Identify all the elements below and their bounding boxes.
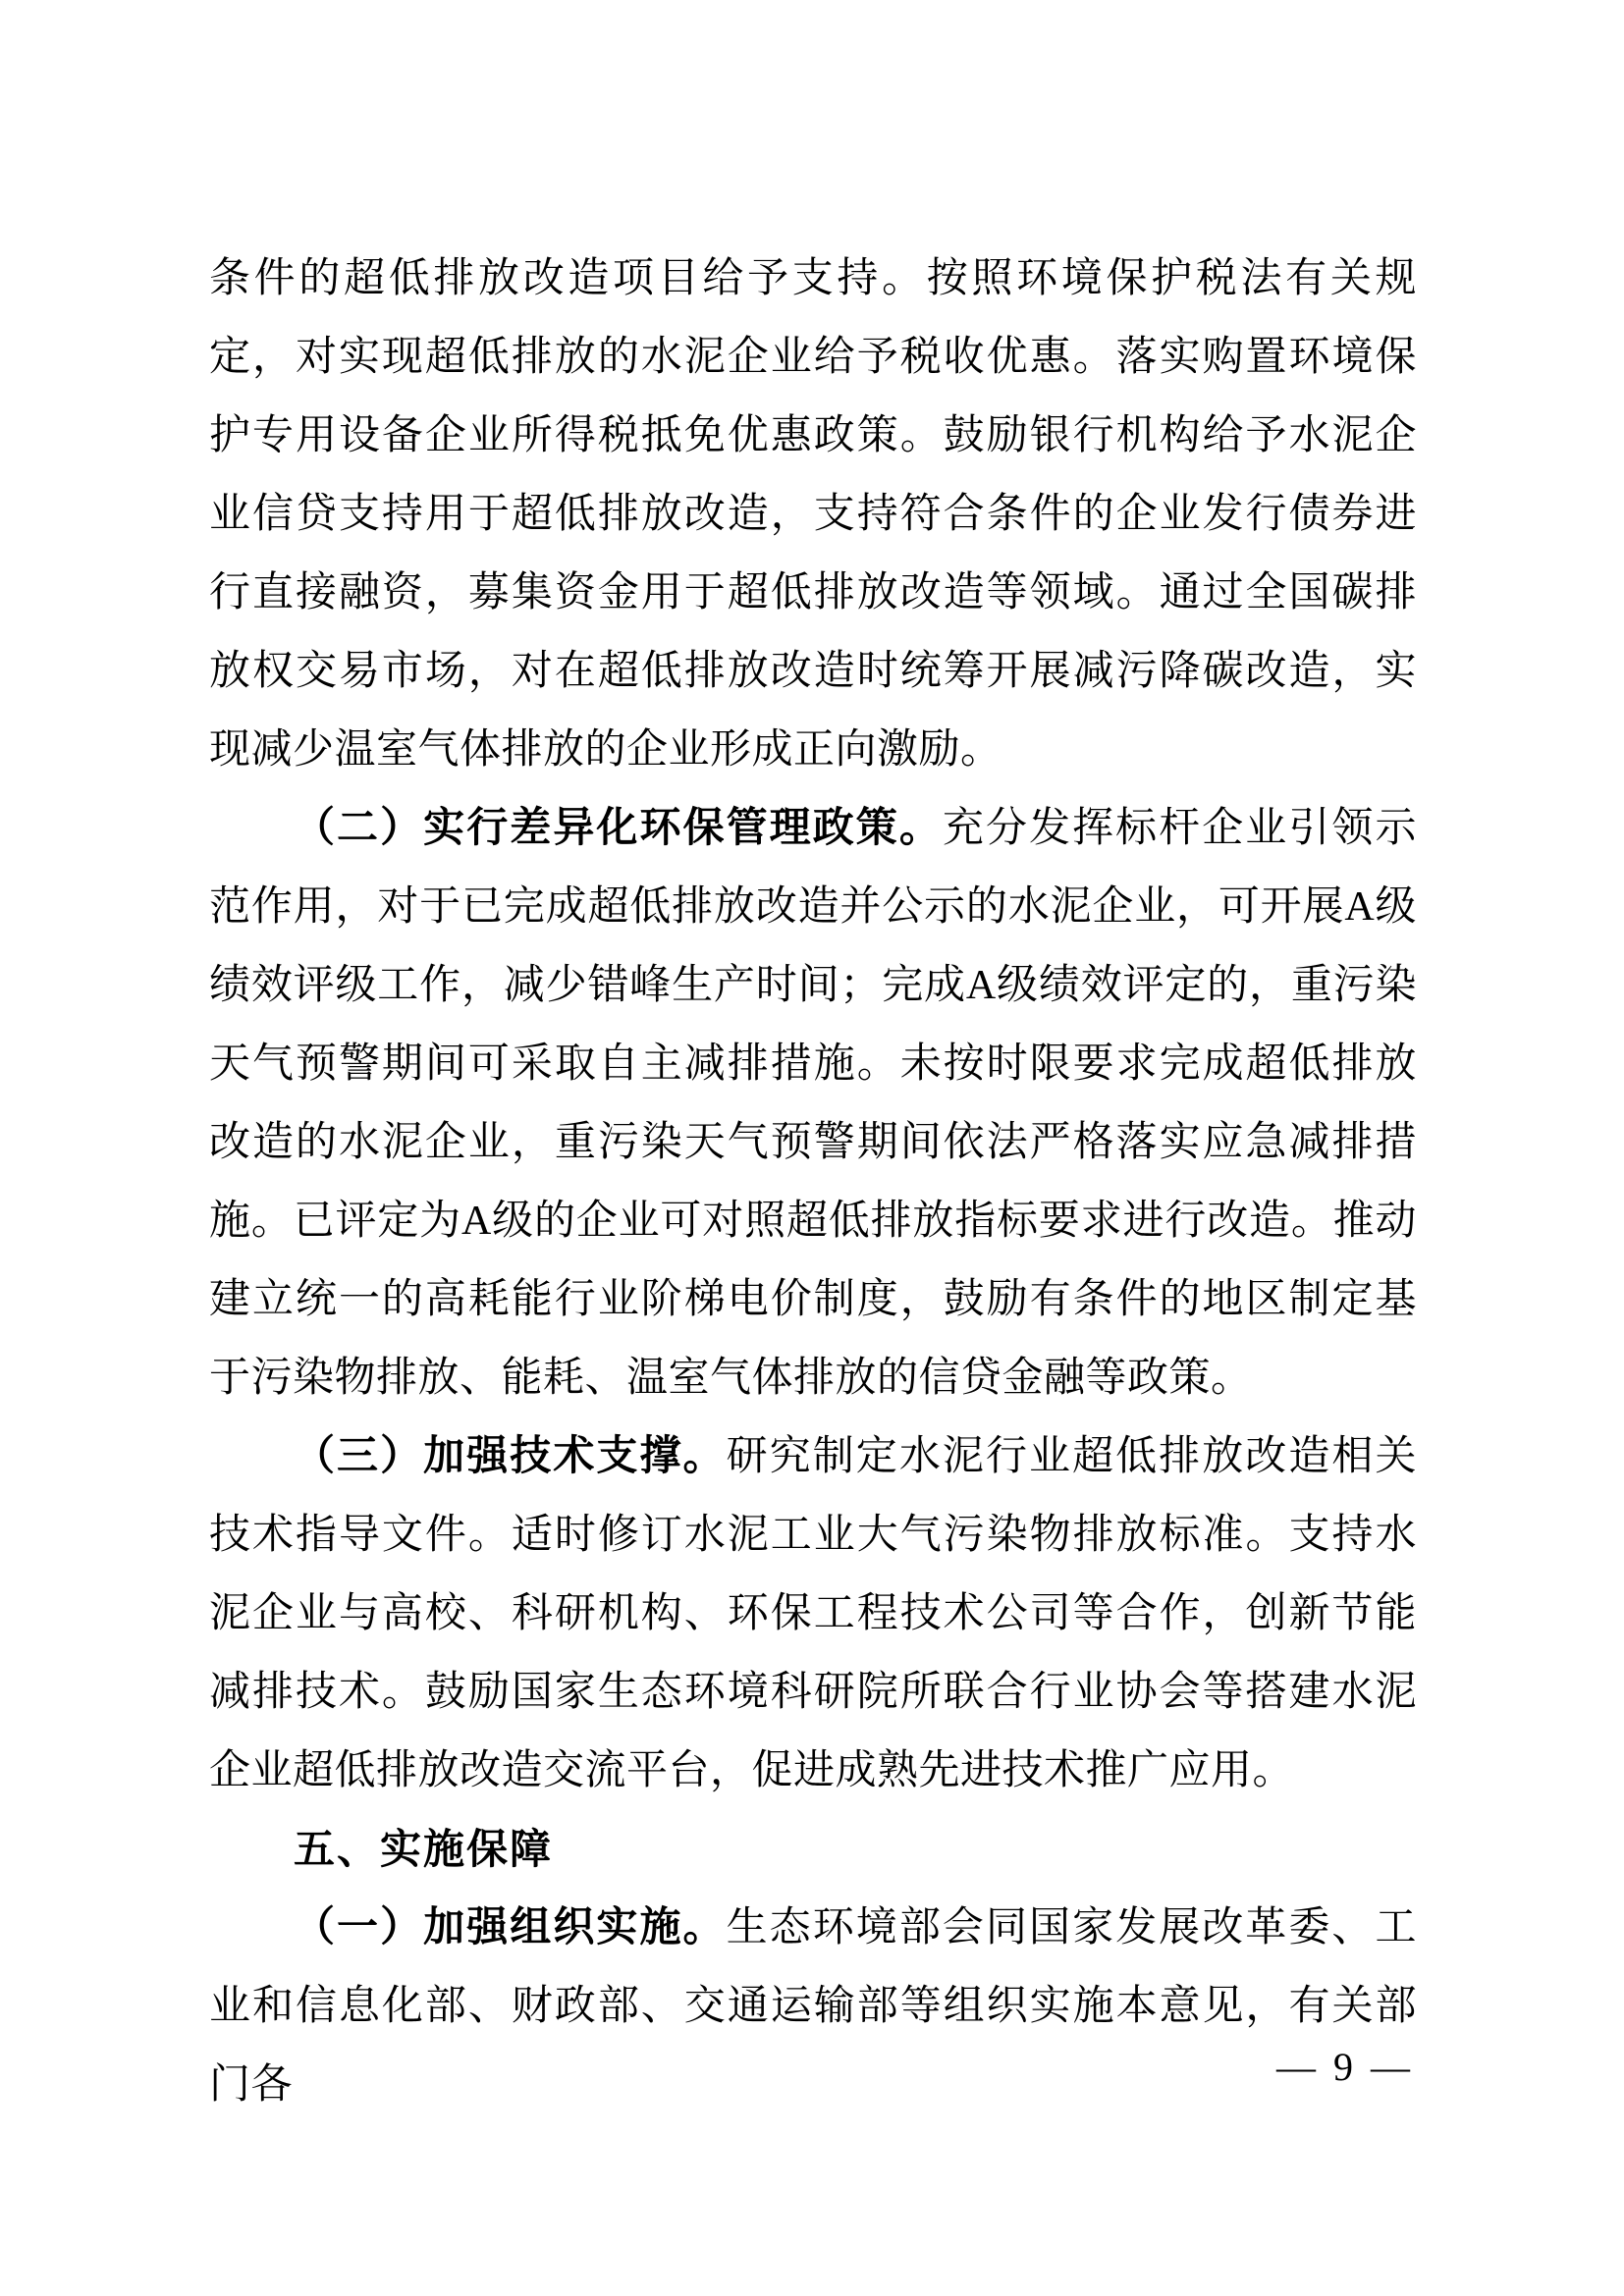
paragraph-item-3-text: 研究制定水泥行业超低排放改造相关技术指导文件。适时修订水泥工业大气污染物排放标准。支持水泥企业与高校、科研机构、环保工程技术公司等合作，创新节能减排技术。鼓励国家生态环境科研院所联合行业协会等搭建水泥企业超低排放改造交流平台，促进成熟先进技术推广应用。: [209, 1434, 1417, 1793]
paragraph-item-3: [209, 1417, 1417, 1810]
paragraph-item-2: [209, 789, 1417, 1417]
section-5-heading: 五、实施保障: [294, 1826, 554, 1872]
page-number: — 9 —: [1276, 2045, 1414, 2089]
paragraph-item-1: [209, 1889, 1417, 2124]
paragraph-item-1-text: 生态环境部会同国家发展改革委、工业和信息化部、财政部、交通运输部等组织实施本意见，有关部门各: [209, 1905, 1417, 2108]
paragraph-item-2-text: 充分发挥标杆企业引领示范作用，对于已完成超低排放改造并公示的水泥企业，可开展A级绩效评级工作，减少错峰生产时间；完成A级绩效评定的，重污染天气预警期间可采取自主减排措施。未按时限要求完成超低排放改造的水泥企业，重污染天气预警期间依法严格落实应急减排措施。已评定为A级的企业可对照超低排放指标要求进行改造。推动建立统一的高耗能行业阶梯电价制度，鼓励有条件的地区制定基于污染物排放、能耗、温室气体排放的信贷金融等政策。: [209, 806, 1417, 1401]
paragraph-item-3-lead: （三）加强技术支撑。: [294, 1434, 727, 1479]
paragraph-continuation-text: 条件的超低排放改造项目给予支持。按照环境保护税法有关规定，对实现超低排放的水泥企业给予税收优惠。落实购置环境保护专用设备企业所得税抵免优惠政策。鼓励银行机构给予水泥企业信贷支持用于超低排放改造，支持符合条件的企业发行债券进行直接融资，募集资金用于超低排放改造等领域。通过全国碳排放权交易市场，对在超低排放改造时统筹开展减污降碳改造，实现减少温室气体排放的企业形成正向激励。: [209, 256, 1417, 773]
paragraph-continuation: [209, 240, 1417, 789]
paragraph-item-1-lead: （一）加强组织实施。: [294, 1905, 727, 1950]
document-body: [209, 240, 1417, 2124]
paragraph-item-2-lead: （二）实行差异化环保管理政策。: [294, 806, 943, 851]
